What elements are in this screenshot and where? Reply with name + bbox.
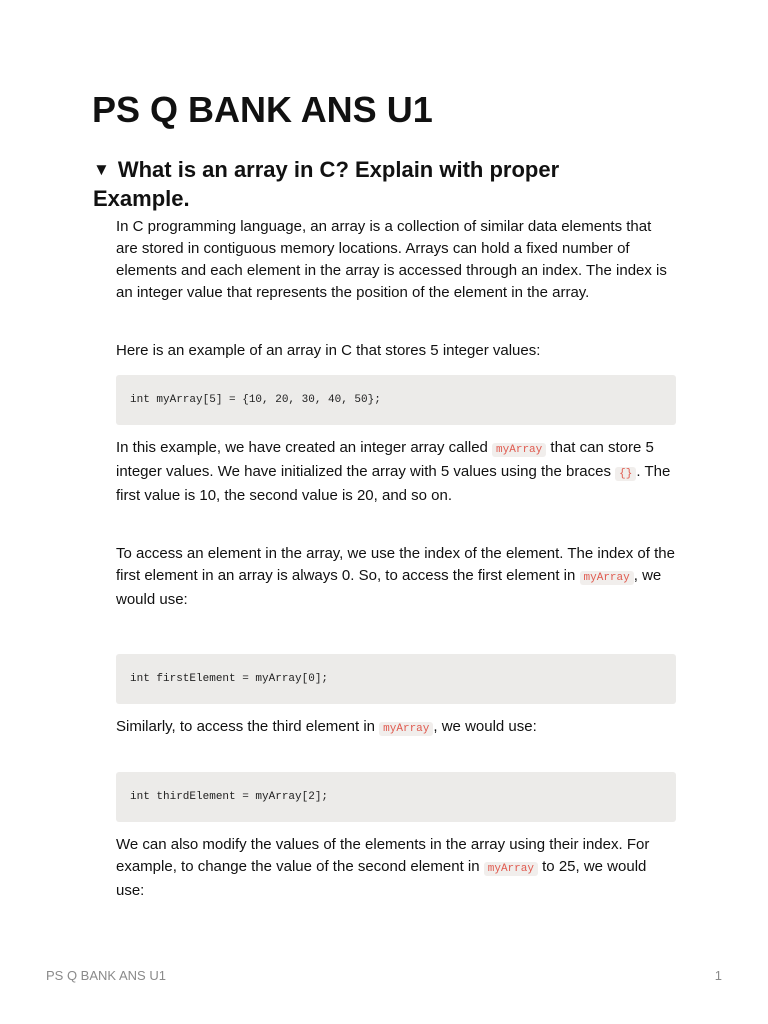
text-span: In this example, we have created an integer array called [116, 439, 493, 456]
paragraph-modify [116, 834, 676, 902]
paragraph-third-element [116, 716, 676, 740]
code-block-declaration [116, 375, 676, 425]
paragraph-explanation [116, 437, 676, 507]
code-text: int firstElement = myArray[0]; [130, 673, 329, 685]
text-span: Similarly, to access the third element in [116, 718, 380, 735]
code-text: int thirdElement = myArray[2]; [130, 791, 329, 803]
toggle-content [116, 216, 676, 902]
text-span: We can also modify the values of the elements in the array using their index. For example, to change the value of the second element in [116, 836, 650, 875]
text-span: . The first value is 10, the second value is 20, and so on. [116, 463, 671, 504]
inline-code: myArray [484, 862, 538, 876]
text-span: that can store 5 integer values. We have initialized the array with 5 values using the braces [116, 439, 654, 480]
page-title: PS Q BANK ANS U1 [92, 89, 433, 130]
paragraph-example-intro: Here is an example of an array in C that stores 5 integer values: [116, 342, 541, 359]
inline-code: myArray [580, 571, 634, 585]
toggle-triangle-icon[interactable]: ▼ [93, 160, 110, 179]
footer-doc-title: PS Q BANK ANS U1 [46, 968, 166, 983]
text-span: to 25, we would use: [116, 858, 647, 899]
paragraph-access-intro [116, 543, 676, 611]
text-span: To access an element in the array, we use the index of the element. The index of the first element in an array is always 0. So, to access the first element in [116, 545, 675, 584]
toggle-heading[interactable] [93, 156, 653, 212]
code-text: int myArray[5] = {10, 20, 30, 40, 50}; [130, 394, 381, 406]
code-block-first-element [116, 654, 676, 704]
text-span: , we would use: [116, 567, 662, 608]
inline-code: myArray [379, 722, 433, 736]
code-block-third-element [116, 772, 676, 822]
text-span: , we would use: [433, 718, 537, 735]
heading-text: What is an array in C? Explain with proper Example. [93, 157, 560, 211]
paragraph-definition: In C programming language, an array is a collection of similar data elements that are stored in contiguous memory locations. Arrays can hold a fixed number of elements and each element in the array is accessed through an index. The index is an integer value that represents the position of the element in the array. [116, 218, 667, 301]
footer-page-number: 1 [714, 968, 722, 983]
inline-code: myArray [492, 443, 546, 457]
inline-code: {} [615, 467, 636, 481]
